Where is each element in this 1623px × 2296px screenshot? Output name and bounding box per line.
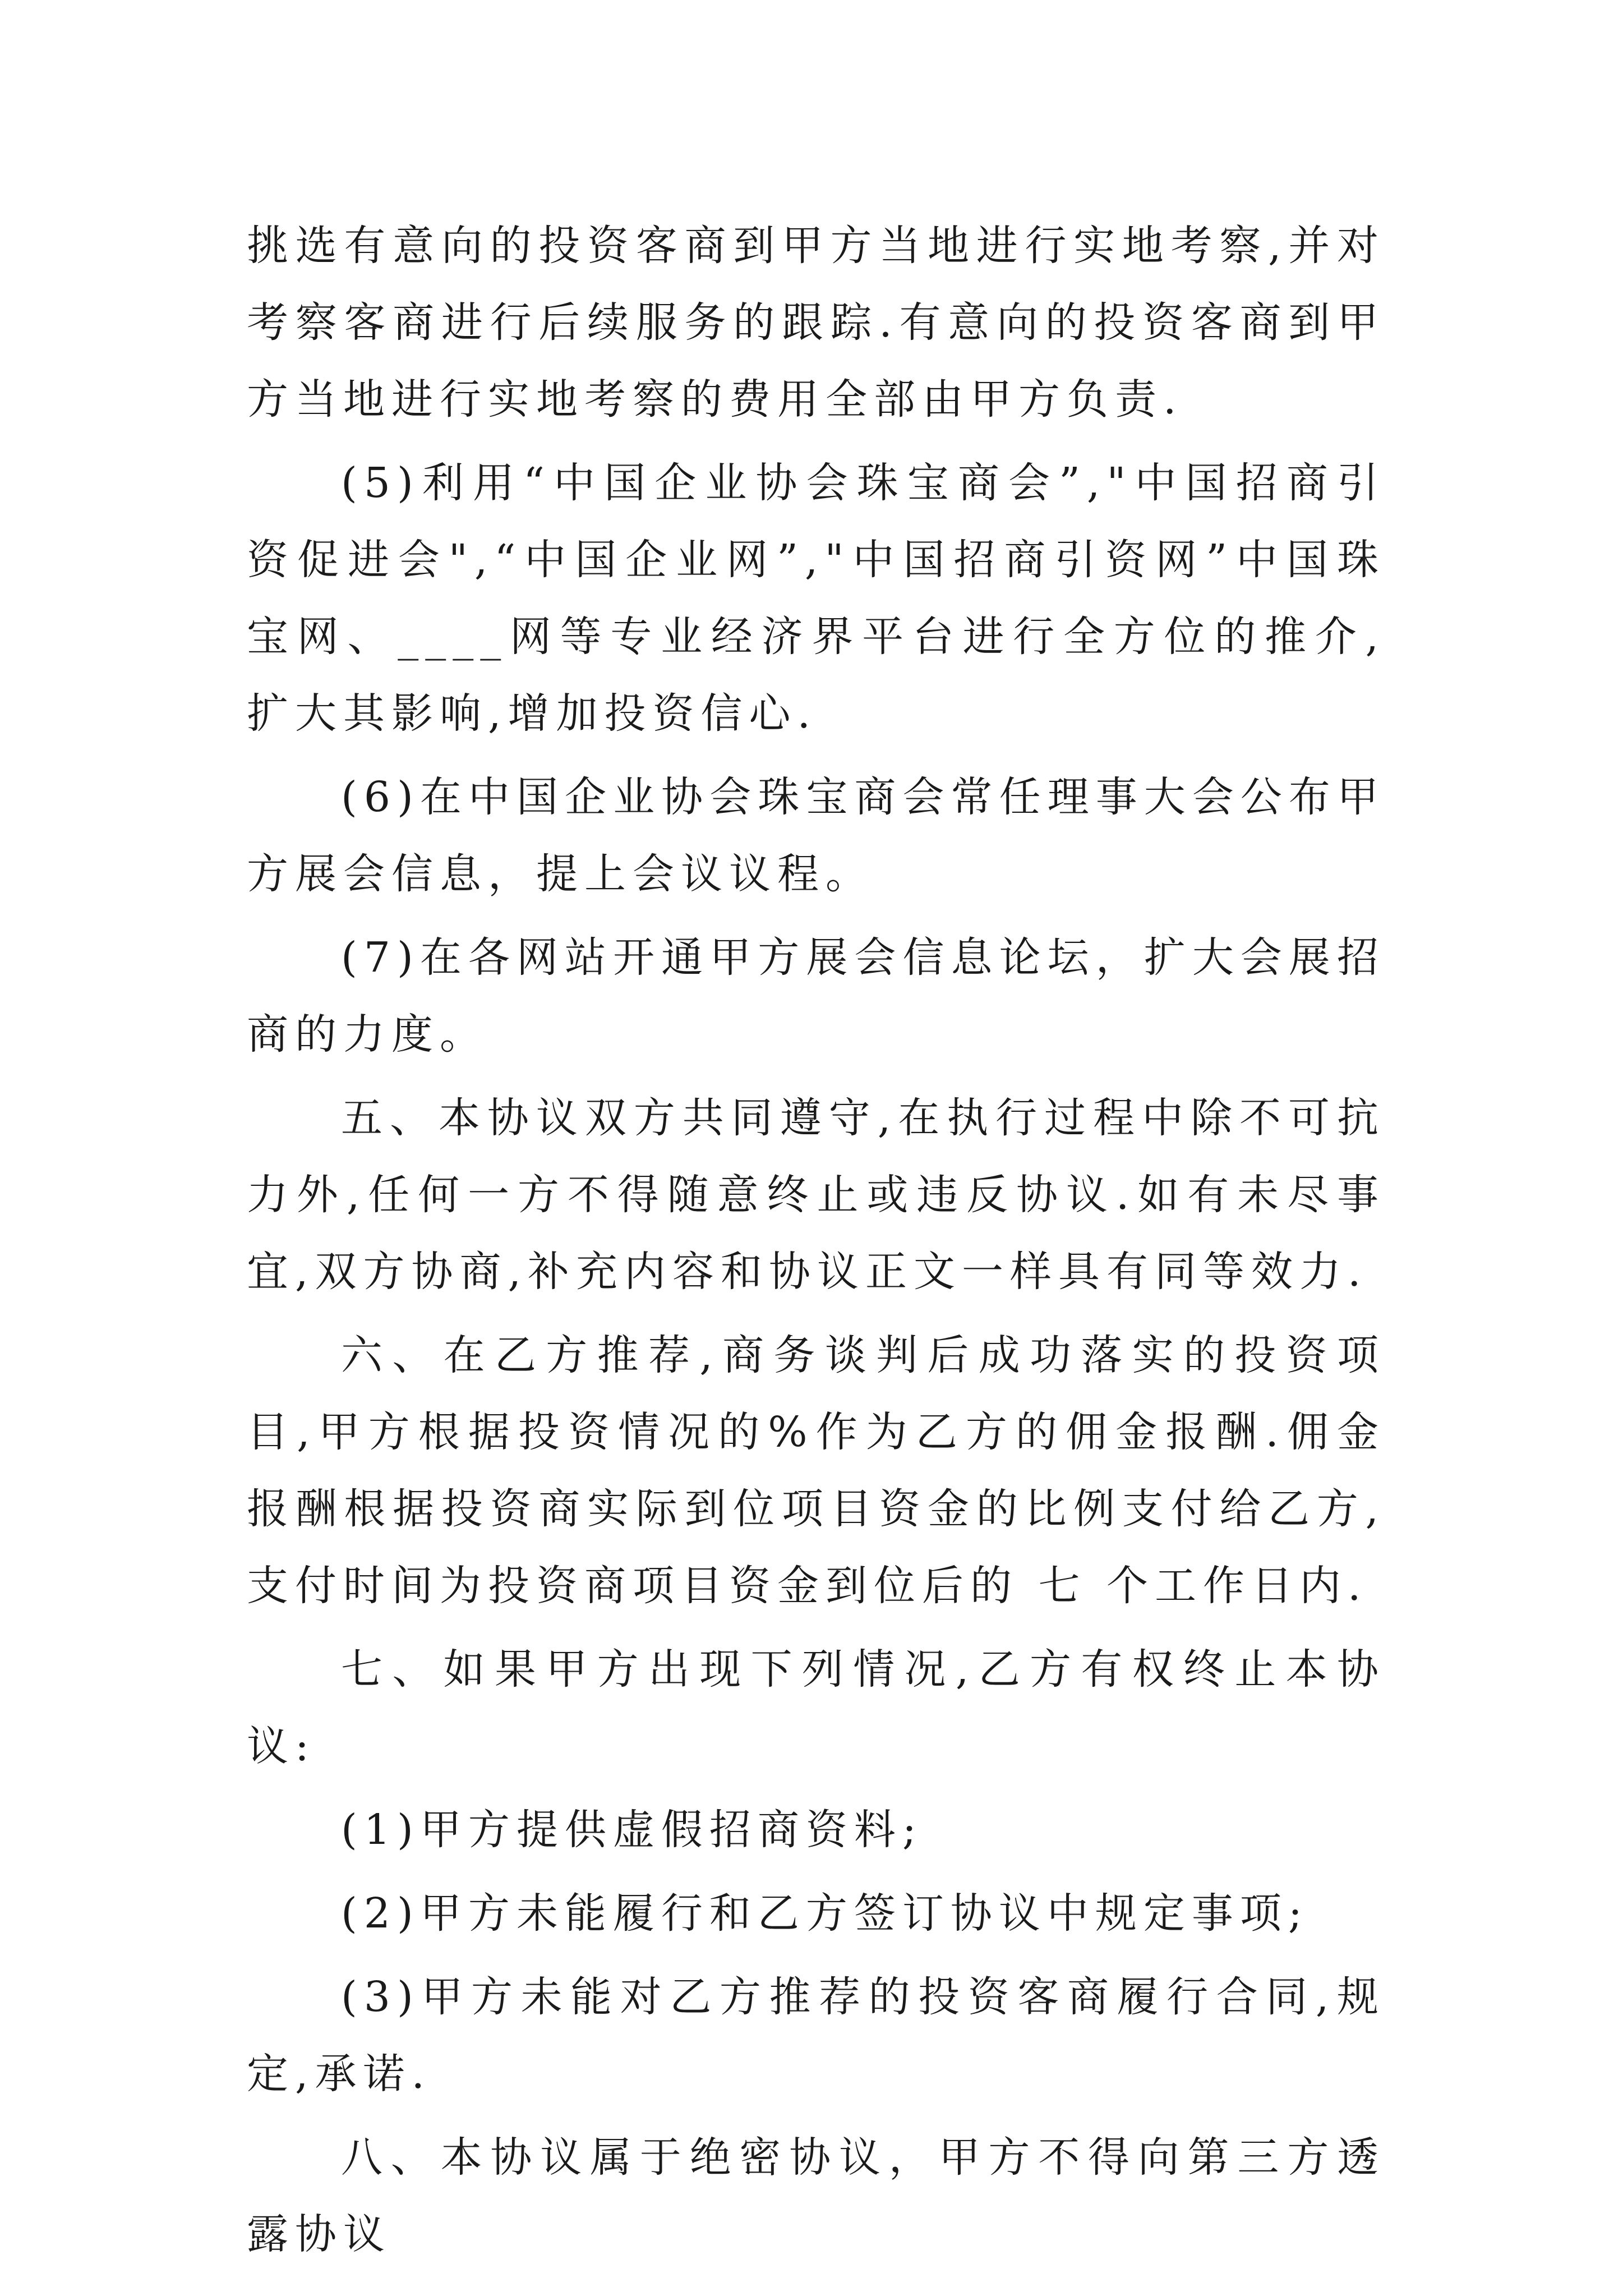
- paragraph-item-5: (5)利用“中国企业协会珠宝商会”,"中国招商引资促进会",“中国企业网”,"中国招商引资网”中国珠宝网、____网等专业经济界平台进行全方位的推介,扩大其影响,增加投资信心.: [247, 459, 1385, 738]
- paragraph-subitem-1: (1)甲方提供虚假招商资料;: [341, 1806, 923, 1854]
- paragraph-section-8: 八、本协议属于绝密协议，甲方不得向第三方透露协议: [247, 2133, 1385, 2258]
- paragraph-subitem-2: (2)甲方未能履行和乙方签订协议中规定事项;: [341, 1889, 1309, 1938]
- paragraph-item-6: (6)在中国企业协会珠宝商会常任理事大会公布甲方展会信息，提上会议议程。: [247, 773, 1385, 898]
- document-body: [247, 208, 1385, 2273]
- paragraph-subitem-3: (3)甲方未能对乙方推荐的投资客商履行合同,规定,承诺.: [247, 1973, 1385, 2098]
- paragraph-item-7: (7)在各网站开通甲方展会信息论坛，扩大会展招商的力度。: [247, 933, 1385, 1059]
- paragraph-section-6: 六、在乙方推荐,商务谈判后成功落实的投资项目,甲方根据投资情况的%作为乙方的佣金报酬.佣金报酬根据投资商实际到位项目资金的比例支付给乙方,支付时间为投资商项目资金到位后的 七 个工作日内.: [247, 1331, 1385, 1610]
- paragraph-continuation: 挑选有意向的投资客商到甲方当地进行实地考察,并对考察客商进行后续服务的跟踪.有意向的投资客商到甲方当地进行实地考察的费用全部由甲方负责.: [247, 222, 1385, 424]
- paragraph-section-7: 七、如果甲方出现下列情况,乙方有权终止本协议:: [247, 1645, 1385, 1770]
- paragraph-section-5: 五、本协议双方共同遵守,在执行过程中除不可抗力外,任何一方不得随意终止或违反协议.如有未尽事宜,双方协商,补充内容和协议正文一样具有同等效力.: [247, 1094, 1385, 1296]
